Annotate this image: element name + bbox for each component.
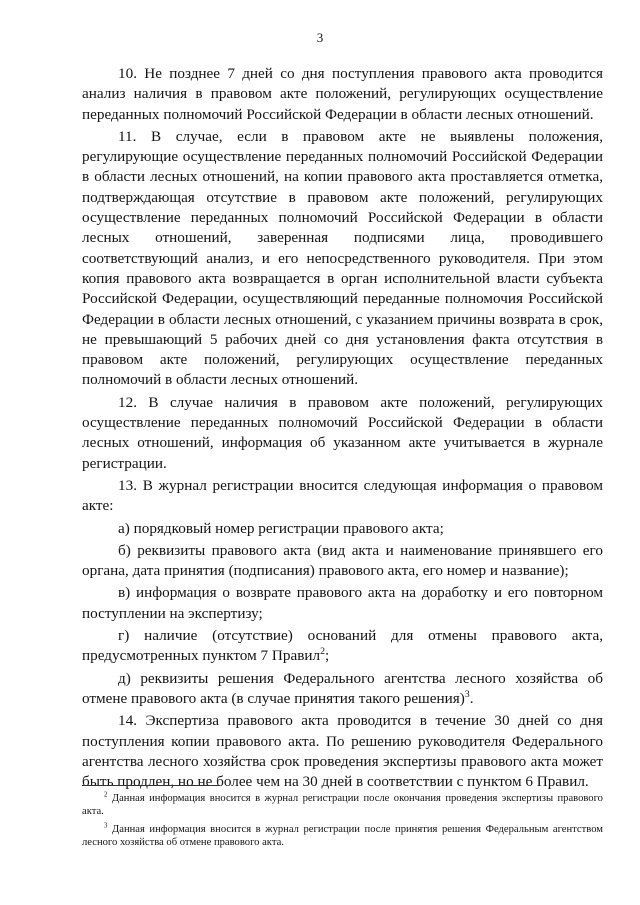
footnotes [82,792,603,854]
footnote-3 [82,823,603,850]
paragraph-14: 14. Экспертиза правового акта проводится в течение 30 дней со дня поступления копии правового акта. По решению руководителя Федерального агентства лесного хозяйства срок проведения экспертизы правового акта может быть продлен, но не более чем на 30 дней в соответствии с пунктом 6 Правил. [82,712,603,791]
footnote-mark-2: 2 [104,791,108,799]
list-item-d-text: д) реквизиты решения Федерального агентства лесного хозяйства об отмене правового акта (в случае принятия такого решения) [82,669,603,707]
footnote-ref-2[interactable]: 2 [320,646,326,658]
list-item-g-ending: ; [325,647,330,665]
paragraph-10: 10. Не позднее 7 дней со дня поступления правового акта проводится анализ наличия в правовом акте положений, регулирующих осуществление переданных полномочий Российской Федерации в области лесных отношений. [82,65,603,123]
paragraph-11: 11. В случае, если в правовом акте не выявлены положения, регулирующие осуществление переданных полномочий Российской Федерации в области лесных отношений, на копии правового акта проставляется отметка, подтверждающая отсутствие в правовом акте положений, регулирующих осуществление переданных полномочий Российской Федерации в области лесных отношений, заверенная подписями лица, проводившего соответствующий анализ, и его непосредственного руководителя. При этом копия правового акта возвращается в орган исполнительной власти субъекта Российской Федерации, осуществляющий переданные полномочия Российской Федерации в области лесных отношений, с указанием причины возврата в срок, не превышающий 5 рабочих дней со дня установления факта отсутствия в правовом акте положений, регулирующих осуществление переданных полномочий в области лесных отношений. [82,127,603,389]
paragraph-13: 13. В журнал регистрации вносится следующая информация о правовом акте: [82,476,603,515]
list-item-b: б) реквизиты правового акта (вид акта и наименование принявшего его органа, дата принятия (подписания) правового акта, его номер и название); [82,541,603,580]
list-item-d-ending: . [469,689,474,707]
footnote-divider [82,785,220,786]
list-item-a: а) порядковый номер регистрации правового акта; [118,519,444,537]
paragraph-12: 12. В случае наличия в правовом акте положений, регулирующих осуществление переданных полномочий Российской Федерации в области лесных отношений, информация об указанном акте учитывается в журнале регистрации. [82,393,603,472]
list-item-g [82,626,603,667]
document-body [82,64,603,792]
footnote-mark-3: 3 [104,822,108,830]
list-item-d [82,669,603,710]
footnote-2-text: Данная информация вносится в журнал регистрации после окончания проведения экспертизы правового акта. [82,793,603,818]
footnote-ref-3[interactable]: 3 [464,688,470,700]
footnote-2 [82,792,603,819]
list-item-g-text: г) наличие (отсутствие) оснований для отмены правового акта, предусмотренных пунктом 7 Правил [82,627,603,665]
page-number: 3 [316,30,324,45]
list-item-v: в) информация о возврате правового акта на доработку и его повторном поступлении на экспертизу; [82,584,603,622]
footnote-3-text: Данная информация вносится в журнал регистрации после принятия решения Федеральным агентством лесного хозяйства об отмене правового акта. [82,823,603,849]
